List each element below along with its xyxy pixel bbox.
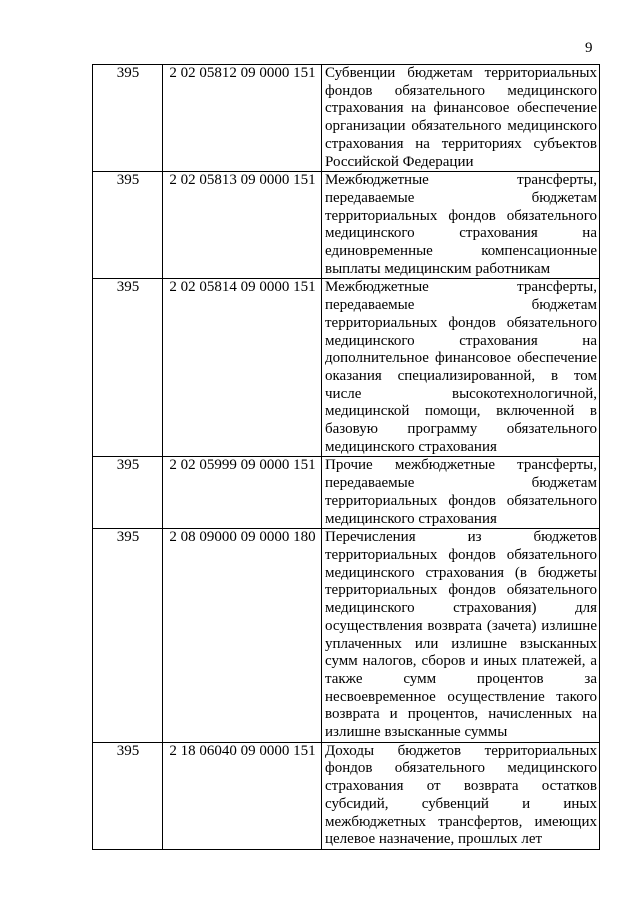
revenue-code-cell: 2 08 09000 09 0000 180 — [163, 529, 322, 742]
table-row — [93, 172, 600, 279]
table-row — [93, 742, 600, 849]
revenue-name-cell: Доходы бюджетов территориальных фондов обязательного медицинского страхования от возврата остатков субсидий, субвенций и иных межбюджетных трансфертов, имеющих целевое назначение, прошлых лет — [322, 742, 600, 849]
administrator-code-cell: 395 — [93, 279, 163, 457]
budget-classification-table — [92, 64, 600, 850]
table-row — [93, 457, 600, 529]
table-row — [93, 65, 600, 172]
table-row — [93, 529, 600, 742]
revenue-name-cell: Межбюджетные трансферты, передаваемые бюджетам территориальных фондов обязательного медицинского страхования на дополнительное финансовое обеспечение оказания специализированной, в том числе высокотехнологичной, медицинской помощи, включенной в базовую программу обязательного медицинского страхования — [322, 279, 600, 457]
administrator-code-cell: 395 — [93, 529, 163, 742]
administrator-code-cell: 395 — [93, 742, 163, 849]
revenue-name-cell: Прочие межбюджетные трансферты, передаваемые бюджетам территориальных фондов обязательного медицинского страхования — [322, 457, 600, 529]
revenue-code-cell: 2 02 05814 09 0000 151 — [163, 279, 322, 457]
revenue-name-cell: Субвенции бюджетам территориальных фондов обязательного медицинского страхования на финансовое обеспечение организации обязательного медицинского страхования на территориях субъектов Российской Федерации — [322, 65, 600, 172]
page-number: 9 — [585, 40, 593, 56]
administrator-code-cell: 395 — [93, 65, 163, 172]
administrator-code-cell: 395 — [93, 457, 163, 529]
revenue-code-cell: 2 02 05999 09 0000 151 — [163, 457, 322, 529]
revenue-name-cell: Межбюджетные трансферты, передаваемые бюджетам территориальных фондов обязательного медицинского страхования на единовременные компенсационные выплаты медицинским работникам — [322, 172, 600, 279]
revenue-code-cell: 2 02 05812 09 0000 151 — [163, 65, 322, 172]
revenue-name-cell: Перечисления из бюджетов территориальных фондов обязательного медицинского страхования (в бюджеты территориальных фондов обязательного медицинского страхования) для осуществления возврата (зачета) излишне уплаченных или излишне взысканных сумм налогов, сборов и иных платежей, а также сумм процентов за несвоевременное осуществление такого возврата и процентов, начисленных на излишне взысканные суммы — [322, 529, 600, 742]
revenue-code-cell: 2 18 06040 09 0000 151 — [163, 742, 322, 849]
administrator-code-cell: 395 — [93, 172, 163, 279]
revenue-code-cell: 2 02 05813 09 0000 151 — [163, 172, 322, 279]
table-row — [93, 279, 600, 457]
